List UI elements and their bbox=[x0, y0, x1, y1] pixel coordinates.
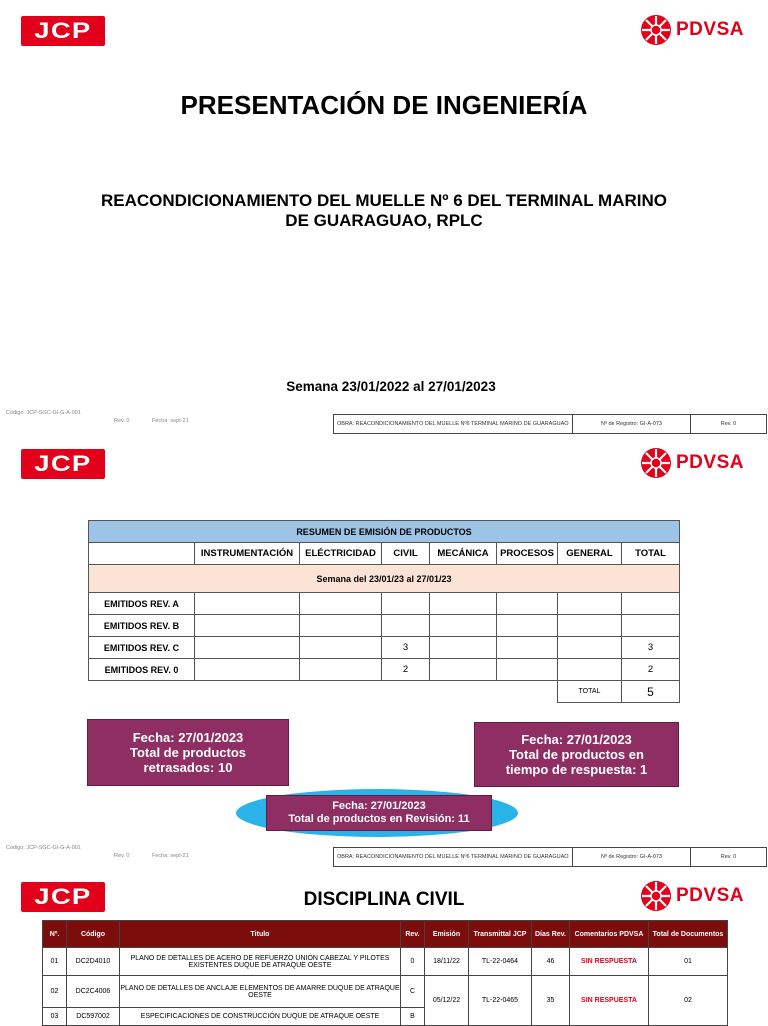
col-header: Total de Documentos bbox=[649, 921, 728, 948]
on-time-products-box: Fecha: 27/01/2023 Total de productos en tiempo de respuesta: 1 bbox=[474, 722, 679, 787]
col-header: INSTRUMENTACIÓN bbox=[195, 543, 300, 565]
footer-obra: OBRA: REACONDICIONAMIENTO DEL MUELLE Nº6 TERMINAL MARINO DE GUARAGUAO bbox=[334, 848, 573, 866]
col-header: Titulo bbox=[120, 921, 401, 948]
week-row: Semana del 23/01/23 al 27/01/23 bbox=[89, 565, 680, 593]
col-header: CIVIL bbox=[382, 543, 430, 565]
footer-registro: Nº de Registro: GI-A-073 bbox=[573, 848, 691, 866]
summary-table bbox=[88, 520, 680, 703]
col-header: Código bbox=[67, 921, 120, 948]
jcp-logo: JCP bbox=[21, 449, 105, 479]
footer-code: Código: JCP-SGC-GI-G-A-001 bbox=[6, 845, 81, 851]
total-label: TOTAL bbox=[558, 681, 622, 703]
col-header: Comentarios PDVSA bbox=[570, 921, 649, 948]
col-header: Transmittal JCP bbox=[469, 921, 532, 948]
footer-box bbox=[333, 414, 767, 434]
col-header: ELÉCTRICIDAD bbox=[300, 543, 382, 565]
footer-date: Fecha: sept-21 bbox=[152, 853, 189, 859]
table-row: EMITIDOS REV. 0 2 2 bbox=[89, 659, 680, 681]
col-header: Nº. bbox=[43, 921, 67, 948]
delayed-products-box: Fecha: 27/01/2023 Total de productos retrasados: 10 bbox=[87, 719, 289, 786]
week-range: Semana 23/01/2022 al 27/01/2023 bbox=[286, 379, 496, 394]
table-row: 03 DC597002 ESPECIFICACIONES DE CONSTRUCCIÓN DUQUE DE ATRAQUE OESTE B bbox=[43, 1008, 728, 1026]
pdvsa-sun-icon bbox=[640, 447, 672, 479]
footer-rev: Rev. 0 bbox=[114, 418, 130, 424]
footer-rev-box: Rev. 0 bbox=[720, 421, 737, 427]
footer-obra: OBRA: REACONDICIONAMIENTO DEL MUELLE Nº6 TERMINAL MARINO DE GUARAGUAO bbox=[334, 415, 573, 433]
col-header: Emisión bbox=[425, 921, 469, 948]
table-row: EMITIDOS REV. A bbox=[89, 593, 680, 615]
in-revision-box: Fecha: 27/01/2023 Total de productos en Revisión: 11 bbox=[266, 795, 492, 831]
col-header: GENERAL bbox=[558, 543, 622, 565]
col-header: Rev. bbox=[401, 921, 425, 948]
pdvsa-logo: PDVSA bbox=[640, 14, 744, 46]
col-header: MECÁNICA bbox=[430, 543, 497, 565]
jcp-logo: JCP bbox=[21, 16, 105, 46]
footer-rev-box: Rev. 0 bbox=[720, 854, 737, 860]
col-header: TOTAL bbox=[622, 543, 680, 565]
jcp-logo: JCP bbox=[21, 882, 105, 912]
footer-registro: Nº de Registro: GI-A-073 bbox=[573, 415, 691, 433]
project-subtitle: REACONDICIONAMIENTO DEL MUELLE Nº 6 DEL TERMINAL MARINO DE GUARAGUAO, RPLC bbox=[101, 191, 667, 230]
pdvsa-logo: PDVSA bbox=[640, 447, 744, 479]
civil-table bbox=[42, 920, 728, 1026]
table-row: 01 DC2D4010 PLANO DE DETALLES DE ACERO DE REFUERZO UNIÓN CABEZAL Y PILOTES EXISTENTES DUQUE DE ATRAQUE OESTE 0 18/11/22 TL-22-0464 46 SIN RESPUESTA 01 bbox=[43, 948, 728, 976]
table-row: 02 DC2C4006 PLANO DE DETALLES DE ANCLAJE ELEMENTOS DE AMARRE DUQUE DE ATRAQUE OESTE C 05/12/22 TL-22-0465 35 SIN RESPUESTA 02 bbox=[43, 976, 728, 1008]
footer-code: Código: JCP-SGC-GI-G-A-001 bbox=[6, 410, 81, 416]
col-header: PROCESOS bbox=[497, 543, 558, 565]
pdvsa-sun-icon bbox=[640, 14, 672, 46]
discipline-title: DISCIPLINA CIVIL bbox=[303, 889, 465, 910]
page-title: PRESENTACIÓN DE INGENIERÍA bbox=[180, 90, 588, 120]
footer-box bbox=[333, 847, 767, 867]
footer-date: Fecha: sept-21 bbox=[152, 418, 189, 424]
pdvsa-logo: PDVSA bbox=[640, 880, 744, 912]
col-header: Días Rev. bbox=[532, 921, 570, 948]
summary-table-title: RESUMEN DE EMISIÓN DE PRODUCTOS bbox=[89, 521, 680, 543]
table-row: EMITIDOS REV. C 3 3 bbox=[89, 637, 680, 659]
total-value: 5 bbox=[622, 681, 680, 703]
footer-rev: Rev. 0 bbox=[114, 853, 130, 859]
table-row: EMITIDOS REV. B bbox=[89, 615, 680, 637]
